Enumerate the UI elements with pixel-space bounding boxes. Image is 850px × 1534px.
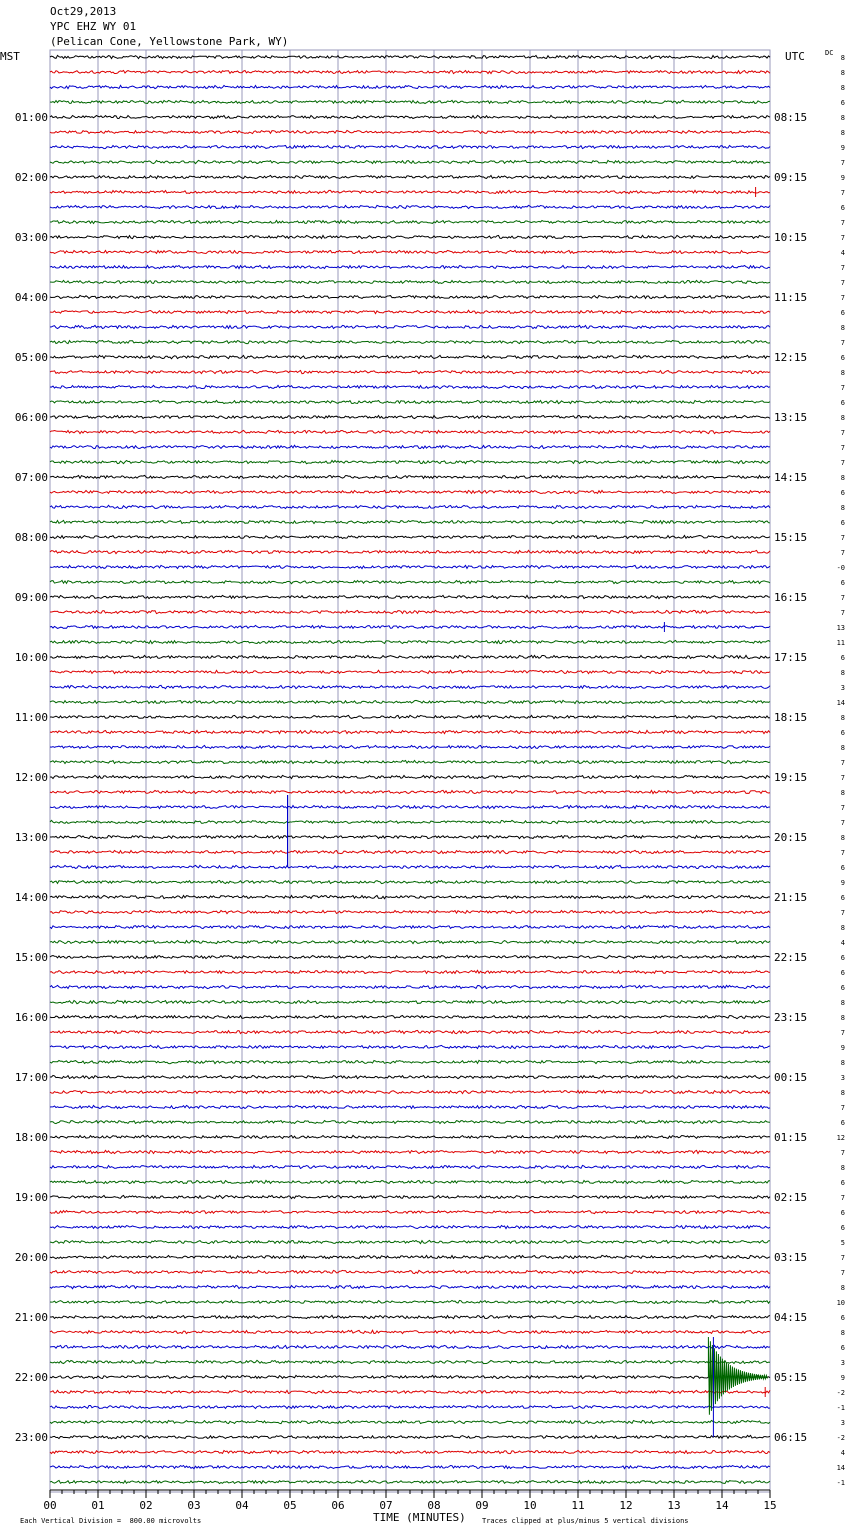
dc-offset-label: 3 [840,1419,845,1427]
trace-row [50,850,770,853]
dc-offset-label: 8 [840,474,845,482]
dc-offset-label: 7 [840,294,845,302]
dc-offset-label: 7 [840,819,845,827]
dc-offset-label: 7 [840,609,845,617]
dc-offset-label: 10 [836,1299,845,1307]
trace-row [50,655,770,658]
trace-row [50,205,770,208]
dc-offset-label: 8 [840,504,845,512]
right-hour-label: 22:15 [774,951,808,964]
right-hour-label: 20:15 [774,831,808,844]
trace-row [50,325,770,328]
trace-row [50,865,770,868]
right-hour-label: 11:15 [774,291,808,304]
trace-row [50,1075,770,1078]
dc-offset-label: 8 [840,1014,845,1022]
trace-row [50,625,770,628]
trace-row [50,790,770,793]
dc-offset-label: 9 [840,174,845,182]
dc-offset-label: 9 [840,1374,845,1382]
trace-row [50,385,770,388]
x-tick-label: 07 [379,1499,393,1512]
dc-offset-label: 9 [840,879,845,887]
right-hour-label: 21:15 [774,891,808,904]
dc-offset-label: 3 [840,1359,845,1367]
dc-offset-label: 9 [840,1044,845,1052]
dc-offset-label: 8 [840,129,845,137]
dc-offset-label: 8 [840,1059,845,1067]
trace-group [50,55,770,1483]
dc-offset-label: 11 [836,639,845,647]
dc-offset-label: 7 [840,189,845,197]
trace-row [50,1465,770,1468]
trace-row [50,730,770,733]
trace-row [50,371,770,374]
trace-row [50,610,770,613]
dc-offset-label: 5 [840,1239,845,1247]
trace-row [50,475,770,478]
left-hour-label: 13:00 [14,831,48,844]
trace-row [50,280,770,283]
left-hour-label: 23:00 [14,1431,48,1444]
trace-row [50,1211,770,1214]
dc-offset-label: 8 [840,669,845,677]
trace-row [50,295,770,298]
trace-row [50,1375,770,1378]
right-hour-label: 12:15 [774,351,808,364]
dc-offset-label: -2 [836,1389,845,1397]
dc-offset-label: 6 [840,1209,845,1217]
left-hour-label: 05:00 [14,351,48,364]
dc-offset-label: 13 [836,624,845,632]
x-tick-label: 14 [715,1499,729,1512]
right-time-labels [774,111,807,1444]
dc-offset-label: 7 [840,159,845,167]
dc-offset-label: 8 [840,114,845,122]
header-location: (Pelican Cone, Yellowstone Park, WY) [50,35,289,48]
trace-row [50,415,770,418]
dc-offset-label: 7 [840,774,845,782]
dc-offset-label: 6 [840,954,845,962]
left-hour-label: 10:00 [14,651,48,664]
dc-offset-label: 7 [840,444,845,452]
dc-offset-label: 7 [840,1104,845,1112]
dc-offset-label: 6 [840,1179,845,1187]
dc-offset-label: 6 [840,204,845,212]
header-station: YPC EHZ WY 01 [50,20,137,33]
trace-row [50,190,770,193]
trace-row [50,1105,770,1108]
dc-offset-label: 4 [840,939,845,947]
trace-row [50,235,770,238]
trace-row [50,460,770,463]
dc-offset-label: 8 [840,1329,845,1337]
trace-row [50,1195,770,1198]
left-hour-label: 04:00 [14,291,48,304]
dc-offset-label: 6 [840,654,845,662]
dc-offset-label: 7 [840,759,845,767]
dc-offset-label: 6 [840,99,845,107]
left-hour-label: 03:00 [14,231,48,244]
right-hour-label: 05:15 [774,1371,808,1384]
dc-offset-label: 7 [840,909,845,917]
left-hour-label: 07:00 [14,471,48,484]
dc-offset-label: 8 [840,1164,845,1172]
dc-offset-label: 8 [840,924,845,932]
dc-offset-labels [837,54,845,1487]
trace-row [50,955,770,958]
right-hour-label: 13:15 [774,411,808,424]
trace-row [50,1060,770,1063]
trace-row [50,881,770,884]
trace-row [50,970,770,973]
trace-row [50,896,770,899]
trace-row [50,100,770,103]
trace-row [50,445,770,448]
event-group [288,187,768,1437]
right-hour-label: 18:15 [774,711,808,724]
dc-offset-label: -1 [836,1479,845,1487]
trace-row [50,1300,770,1303]
x-tick-label: 11 [571,1499,585,1512]
left-hour-label: 02:00 [14,171,48,184]
trace-row [50,1360,770,1363]
trace-row [50,1315,770,1318]
dc-offset-label: 7 [840,384,845,392]
trace-row [50,160,770,163]
trace-row [50,70,770,73]
dc-offset-label: 8 [840,414,845,422]
trace-row [50,1330,770,1333]
right-hour-label: 01:15 [774,1131,808,1144]
left-hour-label: 09:00 [14,591,48,604]
dc-offset-label: 7 [840,429,845,437]
trace-row [50,355,770,358]
trace-row [50,595,770,598]
trace-row [50,685,770,688]
event-waveform [708,1337,767,1415]
dc-offset-label: 7 [840,849,845,857]
trace-row [50,715,770,718]
right-hour-label: 06:15 [774,1431,808,1444]
trace-row [50,1015,770,1018]
dc-offset-label: 8 [840,744,845,752]
trace-row [50,175,770,178]
dc-offset-label: 4 [840,249,845,257]
left-hour-label: 18:00 [14,1131,48,1144]
right-hour-label: 17:15 [774,651,808,664]
dc-offset-label: 3 [840,1074,845,1082]
trace-row [50,1270,770,1273]
dc-offset-label: 8 [840,1089,845,1097]
left-hour-label: 16:00 [14,1011,48,1024]
dc-offset-label: 7 [840,219,845,227]
right-hour-label: 10:15 [774,231,808,244]
trace-row [50,835,770,838]
x-tick-label: 02 [139,1499,153,1512]
right-hour-label: 03:15 [774,1251,808,1264]
trace-row [50,310,770,313]
right-hour-label: 23:15 [774,1011,808,1024]
trace-row [50,220,770,223]
trace-row [50,520,770,523]
trace-row [50,1435,770,1438]
trace-row [50,806,770,809]
trace-row [50,580,770,583]
right-hour-label: 15:15 [774,531,808,544]
right-hour-label: 04:15 [774,1311,808,1324]
trace-row [50,55,770,58]
dc-offset-label: 7 [840,279,845,287]
x-axis [43,1490,776,1512]
left-timezone-label: MST [0,50,20,63]
right-hour-label: 09:15 [774,171,808,184]
dc-offset-label: 8 [840,84,845,92]
trace-row [50,640,770,643]
dc-offset-label: 8 [840,1284,845,1292]
x-tick-label: 04 [235,1499,249,1512]
dc-offset-label: 7 [840,1254,845,1262]
dc-offset-label: 7 [840,339,845,347]
trace-row [50,266,770,269]
dc-offset-label: 8 [840,69,845,77]
trace-row [50,1030,770,1033]
trace-row [50,1420,770,1423]
trace-row [50,536,770,539]
trace-row [50,1450,770,1453]
trace-row [50,130,770,133]
dc-offset-label: 6 [840,729,845,737]
trace-row [50,115,770,118]
trace-row [50,1120,770,1123]
x-tick-label: 00 [43,1499,57,1512]
right-hour-label: 14:15 [774,471,808,484]
trace-row [50,146,770,149]
dc-offset-label: 9 [840,144,845,152]
trace-row [50,400,770,403]
x-tick-label: 05 [283,1499,297,1512]
trace-row [50,565,770,568]
footer-right-note: Traces clipped at plus/minus 5 vertical divisions [482,1517,689,1525]
trace-row [50,1255,770,1258]
x-tick-label: 12 [619,1499,633,1512]
x-tick-label: 15 [763,1499,777,1512]
dc-offset-label: -2 [836,1434,845,1442]
dc-label: DC [825,49,834,57]
dc-offset-label: 7 [840,1149,845,1157]
trace-row [50,1240,770,1243]
trace-row [50,700,770,703]
dc-offset-label: 6 [840,579,845,587]
trace-row [50,1165,770,1168]
trace-row [50,745,770,748]
right-hour-label: 19:15 [774,771,808,784]
dc-offset-label: 6 [840,864,845,872]
dc-offset-label: 7 [840,459,845,467]
trace-row [50,1180,770,1183]
dc-offset-label: 6 [840,309,845,317]
dc-offset-label: 8 [840,999,845,1007]
trace-row [50,1090,770,1093]
trace-row [50,430,770,433]
header-date: Oct29,2013 [50,5,117,18]
dc-offset-label: 7 [840,549,845,557]
dc-offset-label: 6 [840,894,845,902]
right-hour-label: 02:15 [774,1191,808,1204]
trace-row [50,670,770,673]
left-hour-label: 01:00 [14,111,48,124]
dc-offset-label: 6 [840,984,845,992]
dc-offset-label: 12 [836,1134,845,1142]
x-tick-label: 09 [475,1499,489,1512]
right-hour-label: 00:15 [774,1071,808,1084]
dc-offset-label: 7 [840,534,845,542]
trace-row [50,1225,770,1228]
right-timezone-label: UTC [785,50,805,63]
trace-row [50,490,770,493]
dc-offset-label: 6 [840,1314,845,1322]
dc-offset-label: 6 [840,519,845,527]
dc-offset-label: 6 [840,1224,845,1232]
trace-row [50,250,770,253]
dc-offset-label: 7 [840,1269,845,1277]
dc-offset-label: 6 [840,1119,845,1127]
trace-row [50,85,770,88]
left-hour-label: 21:00 [14,1311,48,1324]
dc-offset-label: 6 [840,969,845,977]
dc-offset-label: 3 [840,684,845,692]
x-tick-label: 06 [331,1499,345,1512]
x-tick-label: 10 [523,1499,537,1512]
dc-offset-label: 8 [840,714,845,722]
trace-row [50,940,770,943]
dc-offset-label: 8 [840,834,845,842]
dc-offset-label: 7 [840,594,845,602]
dc-offset-label: 6 [840,399,845,407]
dc-offset-label: 7 [840,1029,845,1037]
left-hour-label: 06:00 [14,411,48,424]
dc-offset-label: 8 [840,369,845,377]
trace-row [50,1000,770,1003]
left-hour-label: 22:00 [14,1371,48,1384]
trace-row [50,820,770,823]
trace-row [50,1285,770,1288]
dc-offset-label: -0 [836,564,845,572]
dc-offset-label: 7 [840,1194,845,1202]
x-tick-label: 01 [91,1499,105,1512]
dc-offset-label: 6 [840,354,845,362]
left-hour-label: 15:00 [14,951,48,964]
x-axis-title: TIME (MINUTES) [373,1511,466,1524]
left-hour-label: 12:00 [14,771,48,784]
trace-row [50,1406,770,1409]
dc-offset-label: 7 [840,804,845,812]
trace-row [50,775,770,778]
left-hour-label: 11:00 [14,711,48,724]
trace-row [50,985,770,988]
trace-row [50,505,770,508]
left-hour-label: 08:00 [14,531,48,544]
left-hour-label: 17:00 [14,1071,48,1084]
trace-row [50,1135,770,1138]
dc-offset-label: 6 [840,1344,845,1352]
dc-offset-label: 8 [840,324,845,332]
x-tick-label: 03 [187,1499,201,1512]
trace-row [50,1345,770,1348]
dc-offset-label: -1 [836,1404,845,1412]
trace-row [50,550,770,553]
left-time-labels [15,111,48,1444]
right-hour-label: 16:15 [774,591,808,604]
dc-offset-label: 7 [840,234,845,242]
trace-row [50,1045,770,1048]
dc-offset-label: 14 [836,699,845,707]
trace-row [50,1480,770,1483]
dc-offset-label: 4 [840,1449,845,1457]
trace-row [50,1150,770,1153]
dc-offset-label: 6 [840,489,845,497]
trace-row [50,1390,770,1393]
footer-left-note: Each Vertical Division = 800.00 microvolts [20,1517,202,1525]
left-hour-label: 19:00 [14,1191,48,1204]
dc-offset-label: 14 [836,1464,845,1472]
right-hour-label: 08:15 [774,111,808,124]
left-hour-label: 20:00 [14,1251,48,1264]
dc-offset-label: 8 [840,789,845,797]
left-hour-label: 14:00 [14,891,48,904]
x-tick-label: 08 [427,1499,441,1512]
trace-row [50,760,770,763]
dc-offset-label: 8 [840,54,845,62]
x-tick-label: 13 [667,1499,681,1512]
trace-row [50,910,770,913]
dc-offset-label: 7 [840,264,845,272]
trace-row [50,340,770,343]
trace-row [50,926,770,929]
